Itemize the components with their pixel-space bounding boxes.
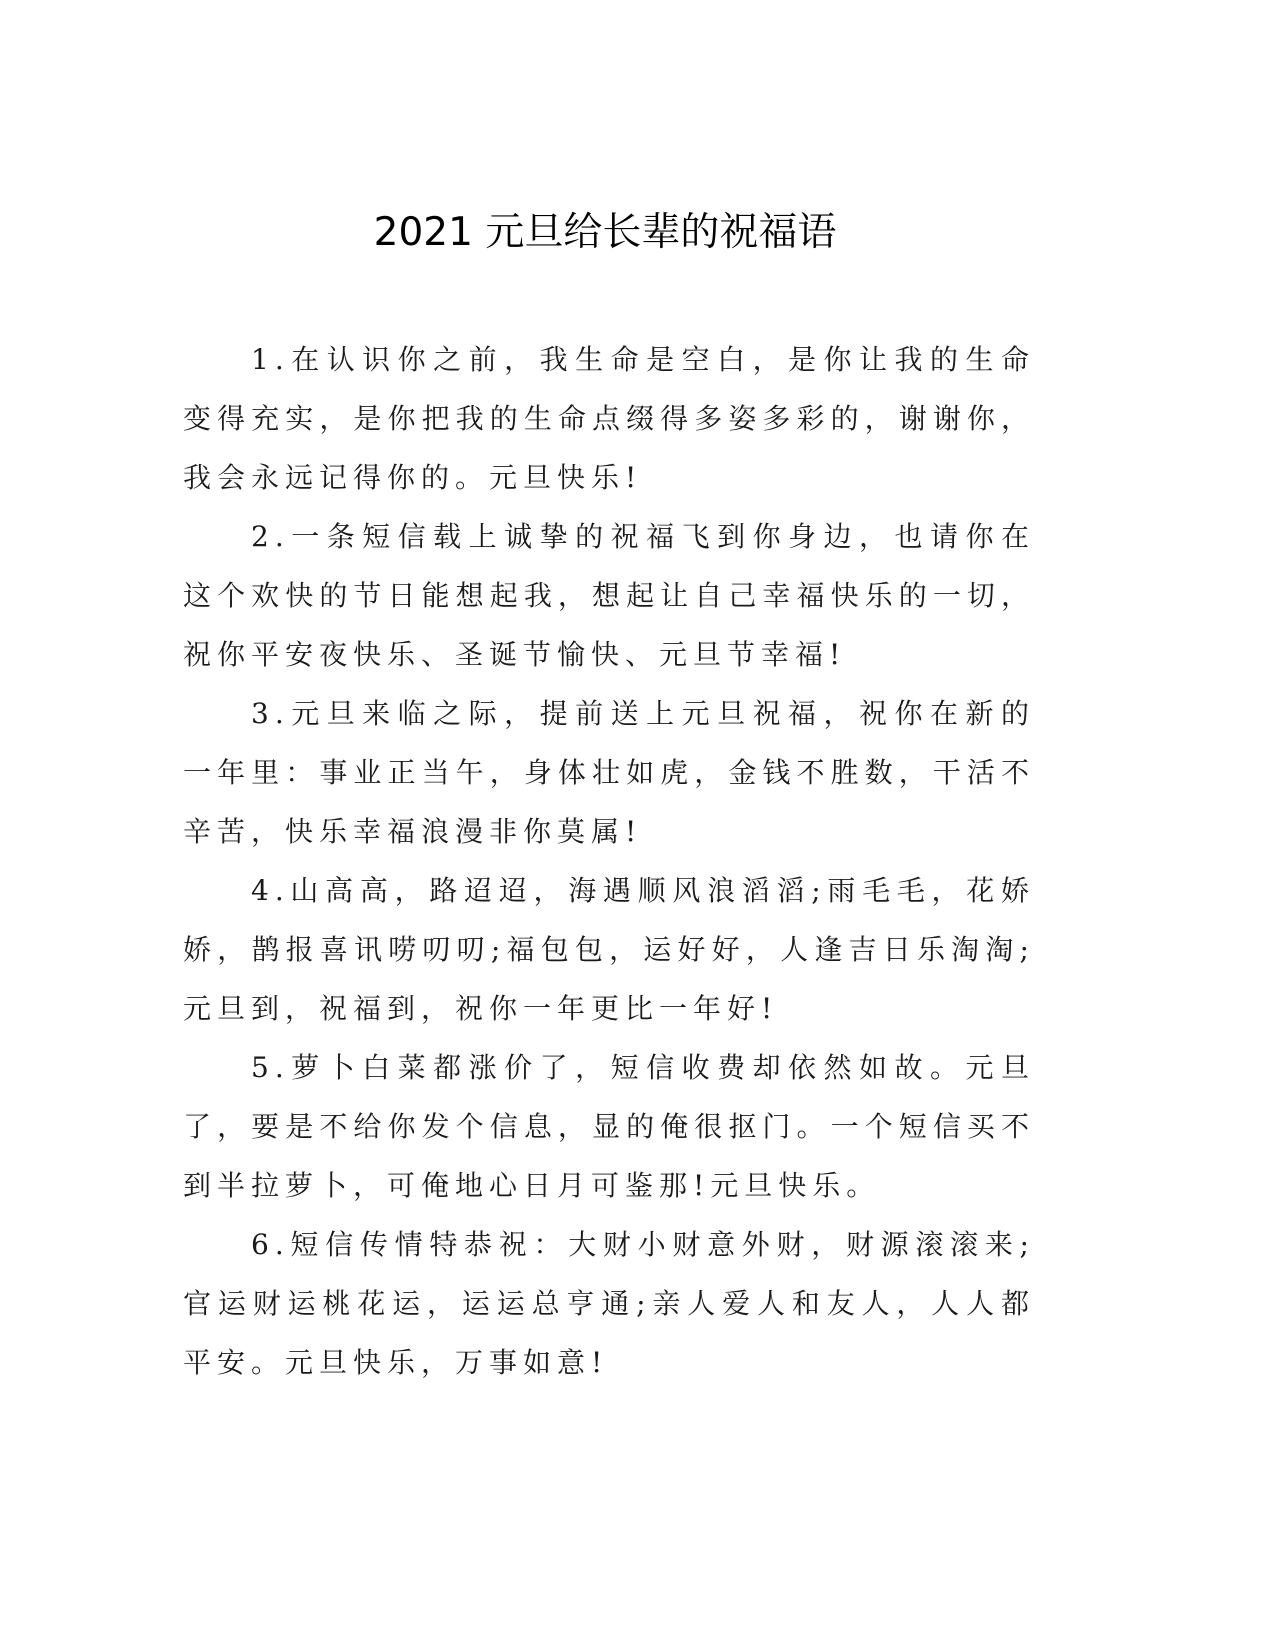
document-title: 2021 元旦给长辈的祝福语	[373, 210, 837, 255]
greeting-paragraph-5: 5.萝卜白菜都涨价了，短信收费却依然如故。元旦了，要是不给你发个信息，显的俺很抠门。一个短信买不到半拉萝卜，可俺地心日月可鉴那!元旦快乐。	[183, 1051, 1035, 1202]
greeting-paragraph-2: 2.一条短信载上诚挚的祝福飞到你身边，也请你在这个欢快的节日能想起我，想起让自己幸福快乐的一切，祝你平安夜快乐、圣诞节愉快、元旦节幸福!	[183, 520, 1035, 671]
greeting-paragraph-1: 1.在认识你之前，我生命是空白，是你让我的生命变得充实，是你把我的生命点缀得多姿多彩的，谢谢你，我会永远记得你的。元旦快乐!	[183, 343, 1035, 494]
greeting-paragraph-4: 4.山高高，路迢迢，海遇顺风浪滔滔;雨毛毛，花娇娇，鹊报喜讯唠叨叨;福包包，运好好，人逢吉日乐淘淘;元旦到，祝福到，祝你一年更比一年好!	[183, 874, 1035, 1025]
greeting-paragraph-3: 3.元旦来临之际，提前送上元旦祝福，祝你在新的一年里：事业正当午，身体壮如虎，金钱不胜数，干活不辛苦，快乐幸福浪漫非你莫属!	[183, 697, 1035, 848]
document-body	[183, 330, 1035, 1392]
greeting-paragraph-6: 6.短信传情特恭祝：大财小财意外财，财源滚滚来;官运财运桃花运，运运总亨通;亲人爱人和友人，人人都平安。元旦快乐，万事如意!	[183, 1228, 1035, 1379]
